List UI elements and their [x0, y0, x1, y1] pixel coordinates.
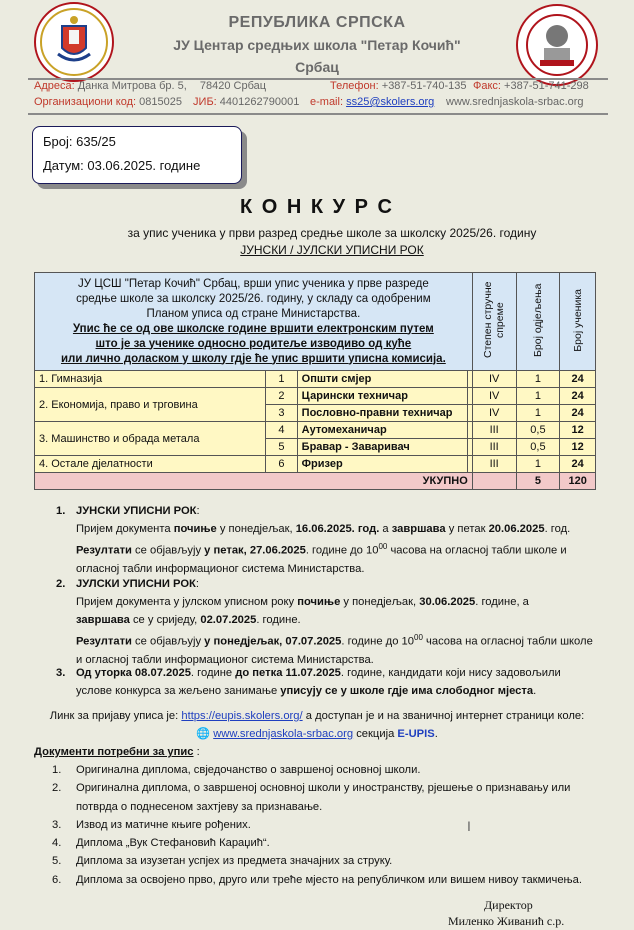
degree: III [472, 439, 516, 456]
students: 24 [560, 405, 596, 422]
section-2: ЈУЛСКИ УПИСНИ РОК: Пријем документа у јулском уписном року почиње у понедјељак, 30.06.2025. године, а завршава се у сриједу, 02.07.2025. године. Резултати се објављују у понедјељак, 07.07.2025. године до $10^{00}$ часова на огласној табли школе и огласној табли информационог система Министарства. [76, 575, 593, 669]
row-number: 5 [266, 439, 298, 456]
classes: 1 [516, 405, 560, 422]
phone-value: +387-51-740-135 [381, 80, 467, 92]
reference-box [32, 126, 242, 184]
list-item: потврда о поднесеном захтјеву за признавање. [76, 800, 323, 813]
phone-label: Телефон: [330, 80, 379, 92]
enrollment-term: ЈУНСКИ / ЈУЛСКИ УПИСНИ РОК [240, 243, 424, 257]
row-number: 3 [266, 405, 298, 422]
section-3-line-1: Од уторка 08.07.2025. године до петка 11.07.2025. године, кандидати који нису задовољили [76, 667, 561, 679]
profession: Фризер [297, 456, 467, 473]
header-phone [330, 80, 466, 92]
profession: Аутомеханичар [297, 422, 467, 439]
total-degree-empty [472, 473, 516, 490]
header-institution: ЈУ Центар средњих школа "Петар Кочић" [173, 37, 461, 53]
header-city: Србац [295, 59, 339, 75]
postcode-value: 78420 Србац [199, 80, 267, 92]
school-site-link[interactable]: www.srednjaskola-srbac.org [213, 728, 354, 740]
section-1-line-1: Пријем документа почиње у понедјељак, 16.06.2025. год. а завршава у петак 20.06.2025. год. [76, 523, 571, 535]
intro-line: Планом уписа од стране Министарства. [146, 307, 361, 320]
header-title: РЕПУБЛИКА СРПСКА [228, 14, 406, 31]
reference-number: Број: 635/25 [43, 134, 116, 149]
total-label: УКУПНО [35, 473, 473, 490]
total-students: 120 [560, 473, 596, 490]
signature-name: Миленко Живанић с.р. [448, 914, 565, 928]
students: 24 [560, 371, 596, 388]
students: 24 [560, 388, 596, 405]
section-3-number: 3. [56, 667, 66, 679]
row-number: 4 [266, 422, 298, 439]
section-3 [76, 664, 561, 700]
eupis-section-name: E-UPIS [397, 728, 435, 740]
globe-icon: 🌐 [196, 728, 211, 740]
eupis-link[interactable]: https://eupis.skolers.org/ [181, 710, 303, 722]
section-2-line-3: Резултати се објављују у понедјељак, 07.07.2025. године до $10^{00}$ часова на огласној табли школе [76, 633, 593, 648]
degree: III [472, 422, 516, 439]
list-item: 4. Диплома „Вук Стефановић Караџић“. [52, 837, 270, 850]
list-item: 6. Диплома за освојено прво, друго или треће мјесто на републичком или вишем нивоу такмичења. [52, 873, 582, 886]
link-prefix: Линк за пријаву уписа је: [49, 710, 182, 722]
section-1-number: 1. [56, 505, 66, 517]
col-header-degree [472, 273, 516, 371]
students: 12 [560, 439, 596, 456]
intro-line: средње школе за школску 2025/26. годину, у складу са одобреним [76, 292, 431, 305]
group-name: 3. Машинство и обрада метала [35, 422, 266, 456]
col-header-classes [516, 273, 560, 371]
fax-label: Факс: [473, 80, 501, 92]
section-prefix: секција [353, 728, 398, 740]
document-subtitle: за упис ученика у први разред средње школе за школску 2025/26. годину [127, 226, 537, 240]
students: 12 [560, 422, 596, 439]
signature-role: Директор [484, 898, 533, 912]
students: 24 [560, 456, 596, 473]
header-code-row [34, 96, 299, 108]
classes: 0,5 [516, 422, 560, 439]
email-link[interactable]: ss25@skolers.org [346, 96, 435, 108]
note-line: што је за ученике односно родитеље изводиво од куће [95, 337, 412, 350]
total-classes: 5 [516, 473, 560, 490]
section-1-line-2: Резултати се објављују у петак, 27.06.2025. године до $10^{00}$ часова на огласној табли школе и [76, 542, 567, 557]
group-name: 2. Економија, право и трговина [35, 388, 266, 422]
degree: IV [472, 371, 516, 388]
reference-date: Датум: 03.06.2025. године [43, 158, 201, 173]
document-title: К О Н К У Р С [240, 196, 394, 218]
org-code-label: Организациони код: [34, 96, 137, 108]
section-suffix: . [434, 728, 438, 740]
profession: Пословно-правни техничар [297, 405, 467, 422]
fax-value: +387-51-741-298 [504, 80, 589, 92]
list-item: 3. Извод из матичне књиге рођених. [52, 818, 251, 831]
documents-heading [34, 743, 200, 761]
row-number: 2 [266, 388, 298, 405]
note-line: или лично доласком у школу гдје ће упис вршити уписна комисија. [60, 352, 446, 365]
email-label: e-mail: [310, 96, 344, 108]
header-address-row [34, 80, 266, 92]
link-line [0, 707, 634, 725]
col-header-students [560, 273, 596, 371]
note-line: Упис ће се од ове школске године вршити електронским путем [72, 322, 434, 335]
documents-list [52, 761, 582, 889]
table-intro-cell [35, 273, 473, 371]
section-2-line-1: Пријем документа у јулском уписном року почиње у понедјељак, 30.06.2025. године, а [76, 596, 529, 608]
list-item: 1. Оригинална диплома, свједочанство о завршеној основној школи. [52, 764, 421, 776]
section-2-title: ЈУЛСКИ УПИСНИ РОК [76, 578, 196, 590]
section-2-line-4: и огласној табли информационог система Министарства. [76, 653, 374, 666]
header-website[interactable]: www.srednjaskola-srbac.org [446, 96, 584, 108]
header-fax [473, 80, 589, 92]
section-1: ЈУНСКИ УПИСНИ РОК: Пријем документа почиње у понедјељак, 16.06.2025. год. а завршава у петак 20.06.2025. год. Резултати се објављују у петак, 27.06.2025. године до $10^{00}$ часова на огласној табли школе и огласној табли информационог система Министарства. [76, 502, 570, 578]
table-row [35, 371, 596, 388]
org-code-value: 0815025 [139, 96, 182, 108]
header-divider-bottom [28, 113, 608, 115]
site-line [0, 725, 634, 743]
degree: IV [472, 405, 516, 422]
header-email [310, 96, 434, 108]
table-row [35, 456, 596, 473]
col-degree-label: Степен стручне спреме [482, 281, 507, 359]
documents-heading-suffix: : [193, 746, 200, 758]
address-value: Данка Митрова бр. 5, [77, 80, 187, 92]
row-number: 1 [266, 371, 298, 388]
list-item: 2. Оригинална диплома, о завршеној основној школи у иностранству, рјешење о признавању или [52, 782, 571, 795]
jib-value: 4401262790001 [219, 96, 300, 108]
classes: 0,5 [516, 439, 560, 456]
classes: 1 [516, 456, 560, 473]
text-cursor-icon: I [467, 818, 471, 834]
enrollment-table [34, 272, 596, 490]
row-number: 6 [266, 456, 298, 473]
col-students-label: Број ученика [571, 288, 584, 352]
section-1-line-3: огласној табли информационог система Министарства. [76, 562, 365, 575]
section-2-number: 2. [56, 578, 66, 590]
address-label: Адреса: [34, 80, 75, 92]
link-middle: а доступан је и на званичној интернет страници коле: [302, 710, 585, 722]
profession: Бравар - Заваривач [297, 439, 467, 456]
group-name: 1. Гимназија [35, 371, 266, 388]
jib-label: ЈИБ: [193, 96, 217, 108]
section-3-line-2: услове конкурса за жељено занимање уписују се у школе гдје има слободног мјеста. [76, 685, 537, 697]
degree: III [472, 456, 516, 473]
intro-line: ЈУ ЦСШ "Петар Кочић" Србац, врши упис ученика у прве разреде [77, 277, 429, 290]
profession: Општи смјер [297, 371, 467, 388]
table-row [35, 388, 596, 405]
group-name: 4. Остале дјелатности [35, 456, 266, 473]
list-item: 5. Диплома за изузетан успјех из предмета значајних за струку. [52, 855, 393, 868]
total-row [35, 473, 596, 490]
col-classes-label: Број одјељења [531, 283, 544, 357]
degree: IV [472, 388, 516, 405]
documents-heading-text: Документи потребни за упис [34, 746, 194, 758]
table-row [35, 422, 596, 439]
classes: 1 [516, 388, 560, 405]
profession: Царински техничар [297, 388, 467, 405]
classes: 1 [516, 371, 560, 388]
section-1-title: ЈУНСКИ УПИСНИ РОК [76, 505, 197, 517]
section-2-line-2: завршава се у сриједу, 02.07.2025. године. [76, 614, 301, 626]
